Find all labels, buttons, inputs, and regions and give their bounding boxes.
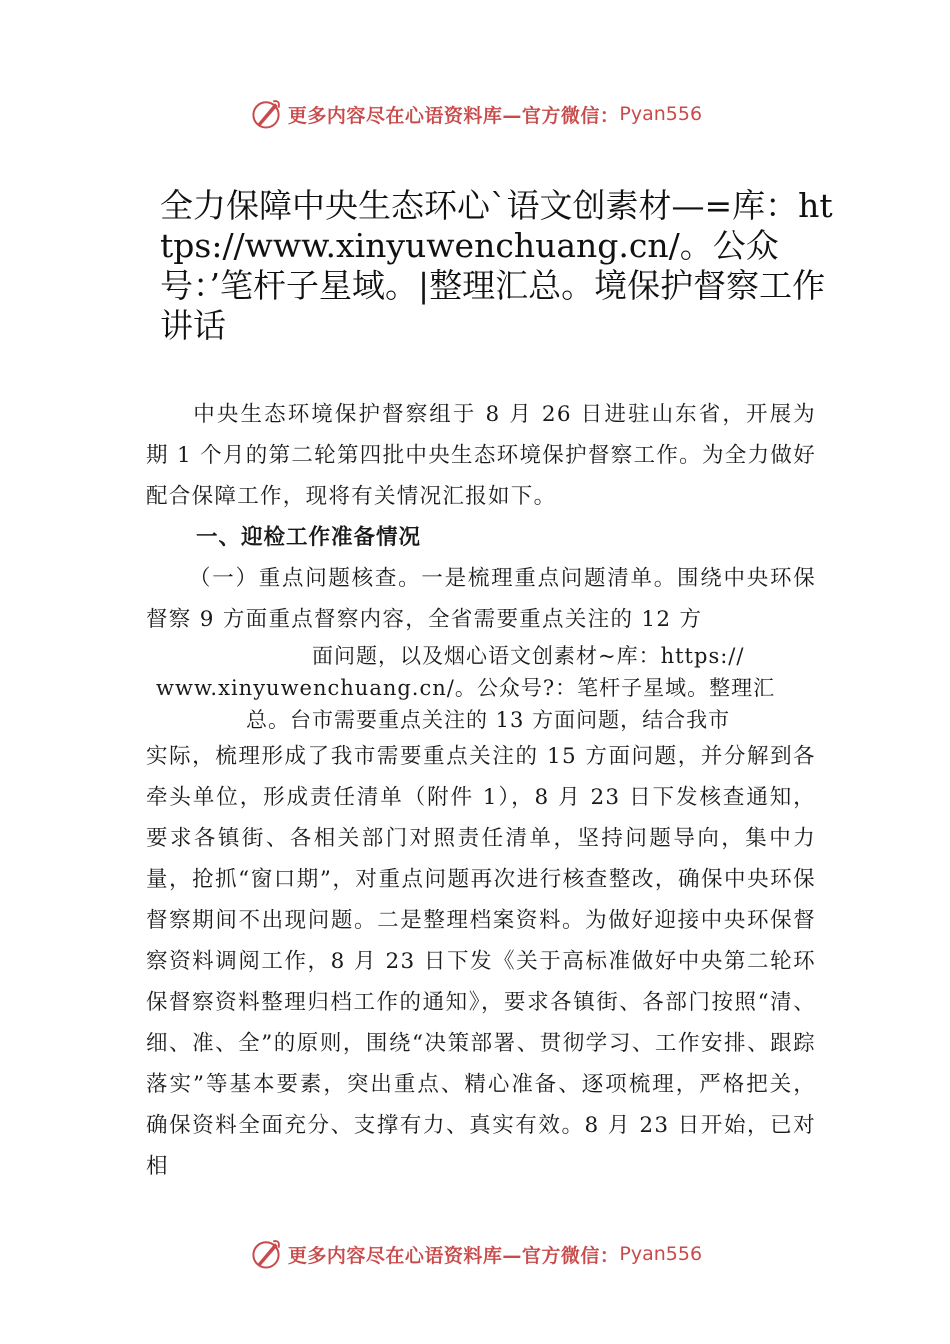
document-title: 全力保障中央生态环心`语文创素材—=库：https://www.xinyuwenchuang.cn/。公众号：’笔杆子星域。|整理汇总。境保护督察工作讲话 — [160, 186, 833, 345]
quill-pen-logo-icon — [248, 96, 284, 132]
inserted-line-3: 总。台市需要重点关注的 13 方面问题，结合我市 — [246, 708, 731, 732]
document-body — [146, 394, 816, 1187]
inserted-line-1: 面问题，以及烟心语文创素材~库：https:// — [312, 644, 745, 668]
banner-text: 更多内容尽在心语资料库—官方微信： — [287, 104, 620, 127]
paragraph-start: （一）重点问题核查。一是梳理重点问题清单。围绕中央环保督察 9 方面重点督察内容，全省需要重点关注的 12 方 — [146, 566, 816, 632]
banner-text: 更多内容尽在心语资料库—官方微信： — [287, 1244, 620, 1267]
section-heading: 一、迎检工作准备情况 — [196, 525, 422, 550]
quill-pen-logo-icon — [248, 1236, 284, 1272]
header-banner — [0, 94, 950, 134]
inserted-line-2: www.xinyuwenchuang.cn/。公众号?：笔杆子星域。整理汇 — [156, 676, 776, 700]
banner-wechat-id: Pyan556 — [619, 103, 703, 125]
banner-wechat-id: Pyan556 — [619, 1243, 703, 1265]
intro-paragraph: 中央生态环境保护督察组于 8 月 26 日进驻山东省，开展为期 1 个月的第二轮第四批中央生态环境保护督察工作。为全力做好配合保障工作，现将有关情况汇报如下。 — [146, 402, 816, 509]
footer-banner — [0, 1234, 950, 1274]
paragraph-continued: 实际，梳理形成了我市需要重点关注的 15 方面问题，并分解到各牵头单位，形成责任清单（附件 1），8 月 23 日下发核查通知，要求各镇街、各相关部门对照责任清单，坚持问题导向，集中力量，抢抓“窗口期”，对重点问题再次进行核查整改，确保中央环保督察期间不出现问题。二是整理档案资料。为做好迎接中央环保督察资料调阅工作，8 月 23 日下发《关于高标准做好中央第二轮环保督察资料整理归档工作的通知》，要求各镇街、各部门按照“清、细、准、全”的原则，围绕“决策部署、贯彻学习、工作安排、跟踪落实”等基本要素，突出重点、精心准备、逐项梳理，严格把关，确保资料全面充分、支撑有力、真实有效。8 月 23 日开始，已对相 — [146, 744, 816, 1179]
inserted-watermark-text — [146, 640, 816, 736]
